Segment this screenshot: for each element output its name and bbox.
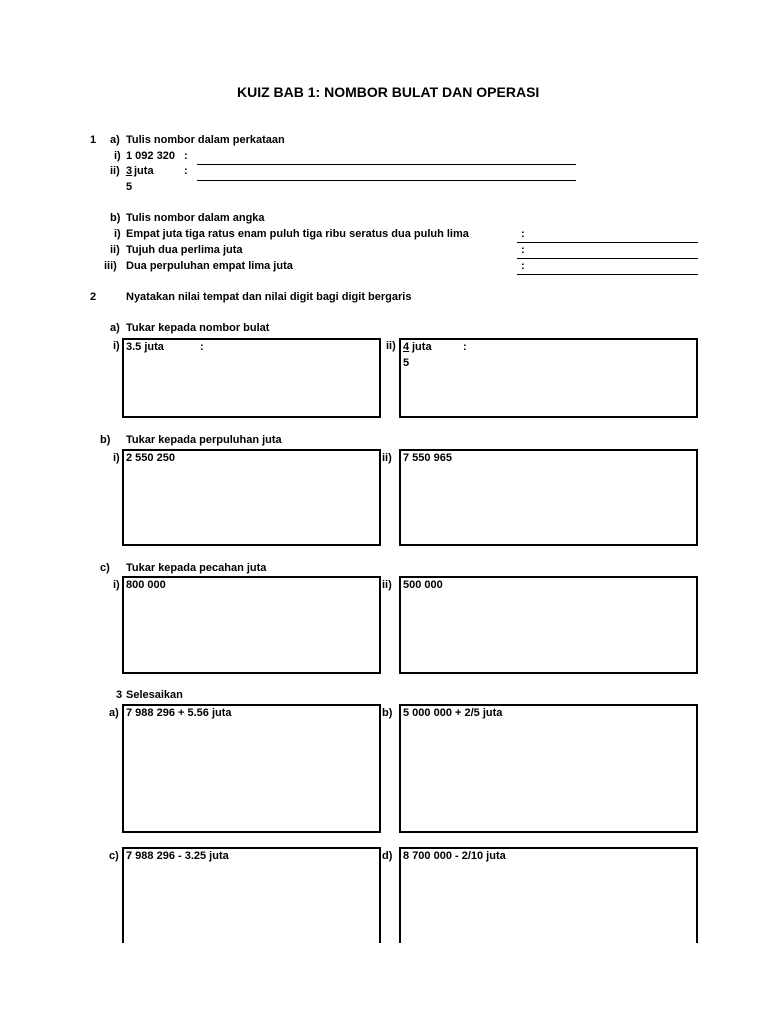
answer-line-1b-iii[interactable]	[517, 274, 698, 275]
question-2c-i-label: i)	[113, 579, 120, 591]
question-1b-i-text: Empat juta tiga ratus enam puluh tiga ribu seratus dua puluh lima	[126, 228, 469, 240]
question-2b-label: b)	[100, 434, 111, 446]
question-1a-label: a)	[110, 134, 120, 146]
question-1b-ii-text: Tujuh dua perlima juta	[126, 244, 243, 256]
question-2-text: Nyatakan nilai tempat dan nilai digit bagi digit bergaris	[126, 291, 412, 303]
question-1a-text: Tulis nombor dalam perkataan	[126, 134, 285, 146]
question-1b-ii-colon: :	[521, 244, 525, 256]
question-1a-i-colon: :	[184, 150, 188, 162]
answer-box-2a-ii-numerator: 4	[403, 341, 410, 353]
answer-box-2c-i[interactable]	[122, 576, 381, 674]
question-3-number: 3	[116, 689, 123, 701]
question-1a-ii-denominator: 5	[126, 181, 133, 193]
question-3a-label: a)	[109, 707, 119, 719]
question-2a-text: Tukar kepada nombor bulat	[126, 322, 270, 334]
question-3c-label: c)	[109, 850, 119, 862]
answer-line-1a-ii[interactable]	[197, 180, 576, 181]
question-1a-ii-label: ii)	[110, 165, 120, 177]
answer-box-2a-ii-unit: juta	[412, 341, 432, 353]
question-1a-i-label: i)	[114, 150, 121, 162]
answer-box-2c-ii-value: 500 000	[403, 579, 443, 591]
question-2b-text: Tukar kepada perpuluhan juta	[126, 434, 282, 446]
answer-box-3d[interactable]	[399, 847, 698, 943]
answer-box-2a-i-colon: :	[200, 341, 204, 353]
question-1a-ii-numerator: 3	[126, 165, 133, 177]
answer-box-3c-value: 7 988 296 - 3.25 juta	[126, 850, 229, 862]
question-2b-ii-label: ii)	[382, 452, 392, 464]
answer-box-3d-value: 8 700 000 - 2/10 juta	[403, 850, 506, 862]
answer-box-2a-i[interactable]	[122, 338, 381, 418]
answer-line-1a-i[interactable]	[197, 164, 576, 165]
question-1b-iii-label: iii)	[104, 260, 117, 272]
question-1a-i-value: 1 092 320	[126, 150, 175, 162]
question-1b-iii-colon: :	[521, 260, 525, 272]
question-2-number: 2	[90, 291, 97, 303]
question-2b-i-label: i)	[113, 452, 120, 464]
question-3b-label: b)	[382, 707, 393, 719]
answer-line-1b-i[interactable]	[517, 242, 698, 243]
answer-box-2a-ii-colon: :	[463, 341, 467, 353]
question-1-number: 1	[90, 134, 97, 146]
answer-box-3a[interactable]	[122, 704, 381, 833]
question-1b-iii-text: Dua perpuluhan empat lima juta	[126, 260, 293, 272]
answer-box-2a-ii-denominator: 5	[403, 357, 410, 369]
question-2a-label: a)	[110, 322, 120, 334]
question-1b-text: Tulis nombor dalam angka	[126, 212, 265, 224]
answer-box-2c-i-value: 800 000	[126, 579, 166, 591]
question-2c-ii-label: ii)	[382, 579, 392, 591]
answer-box-2b-i-value: 2 550 250	[126, 452, 175, 464]
answer-box-2b-ii-value: 7 550 965	[403, 452, 452, 464]
answer-box-2a-i-value: 3.5 juta	[126, 341, 164, 353]
question-1b-label: b)	[110, 212, 121, 224]
question-1b-i-colon: :	[521, 228, 525, 240]
question-1b-ii-label: ii)	[110, 244, 120, 256]
question-3d-label: d)	[382, 850, 393, 862]
answer-box-3b-value: 5 000 000 + 2/5 juta	[403, 707, 503, 719]
page-title: KUIZ BAB 1: NOMBOR BULAT DAN OPERASI	[237, 84, 540, 100]
question-2a-i-label: i)	[113, 340, 120, 352]
answer-box-3b[interactable]	[399, 704, 698, 833]
answer-box-3c[interactable]	[122, 847, 381, 943]
question-1b-i-label: i)	[114, 228, 121, 240]
question-3-text: Selesaikan	[126, 689, 183, 701]
answer-box-2b-i[interactable]	[122, 449, 381, 546]
question-2c-text: Tukar kepada pecahan juta	[126, 562, 267, 574]
answer-box-2c-ii[interactable]	[399, 576, 698, 674]
answer-box-2b-ii[interactable]	[399, 449, 698, 546]
question-2a-ii-label: ii)	[386, 340, 396, 352]
answer-box-2a-ii[interactable]	[399, 338, 698, 418]
answer-line-1b-ii[interactable]	[517, 258, 698, 259]
question-2c-label: c)	[100, 562, 110, 574]
question-1a-ii-colon: :	[184, 165, 188, 177]
answer-box-3a-value: 7 988 296 + 5.56 juta	[126, 707, 232, 719]
question-1a-ii-unit: juta	[134, 165, 154, 177]
